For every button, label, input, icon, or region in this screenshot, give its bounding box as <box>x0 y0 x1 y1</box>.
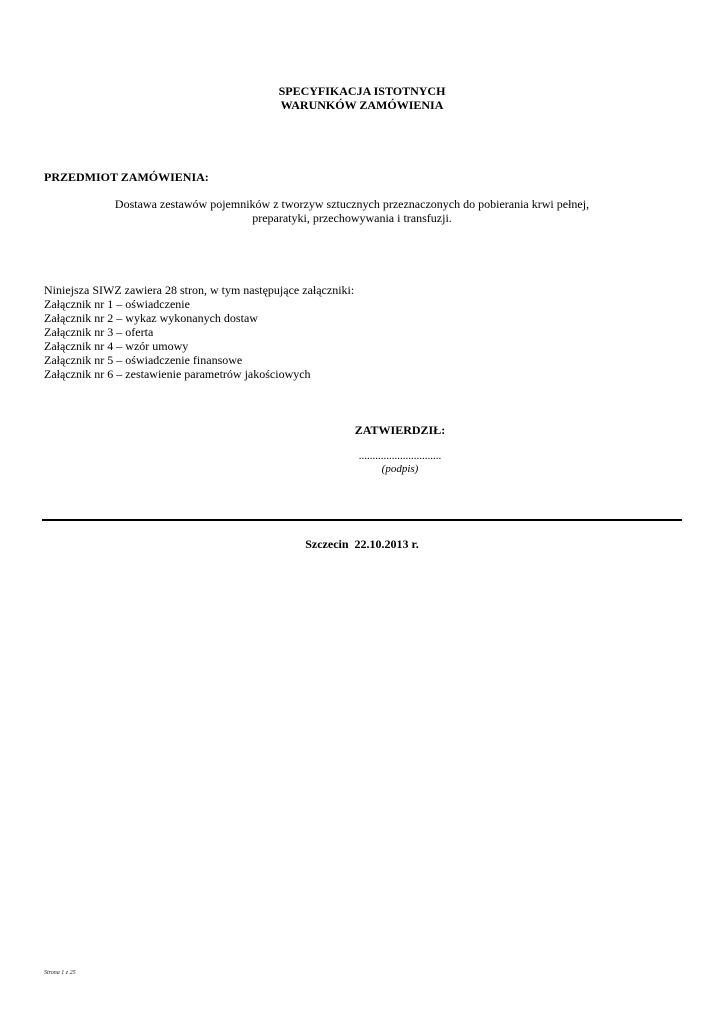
place-and-date: Szczecin 22.10.2013 r. <box>305 537 419 551</box>
attachments-list <box>44 283 354 381</box>
subject-heading: PRZEDMIOT ZAMÓWIENIA: <box>44 170 209 184</box>
title-line-2: WARUNKÓW ZAMÓWIENIA <box>280 98 444 112</box>
attachment-item-5: Załącznik nr 5 – oświadczenie finansowe <box>44 353 243 367</box>
attachment-item-4: Załącznik nr 4 – wzór umowy <box>44 339 189 353</box>
subject-line-2: preparatyki, przechowywania i transfuzji. <box>252 211 452 225</box>
horizontal-divider <box>42 519 682 521</box>
signature-line: .............................. <box>358 450 442 462</box>
approval-label: ZATWIERDZIŁ: <box>354 423 446 437</box>
attachment-item-6: Załącznik nr 6 – zestawienie parametrów jakościowych <box>44 367 311 381</box>
subject-line-1: Dostawa zestawów pojemników z tworzyw sztucznych przeznaczonych do pobierania krwi pełnej, <box>114 197 590 211</box>
title-line-1: SPECYFIKACJA ISTOTNYCH <box>278 84 446 98</box>
attachment-item-3: Załącznik nr 3 – oferta <box>44 325 154 339</box>
document-title <box>0 84 724 112</box>
attachments-intro: Niniejsza SIWZ zawiera 28 stron, w tym następujące załączniki: <box>44 283 355 297</box>
page-number-footer: Strona 1 z 25 <box>44 970 76 976</box>
attachment-item-1: Załącznik nr 1 – oświadczenie <box>44 297 190 311</box>
subject-description <box>90 197 614 225</box>
signature-caption: (podpis) <box>381 463 419 475</box>
attachment-item-2: Załącznik nr 2 – wykaz wykonanych dostaw <box>44 311 258 325</box>
